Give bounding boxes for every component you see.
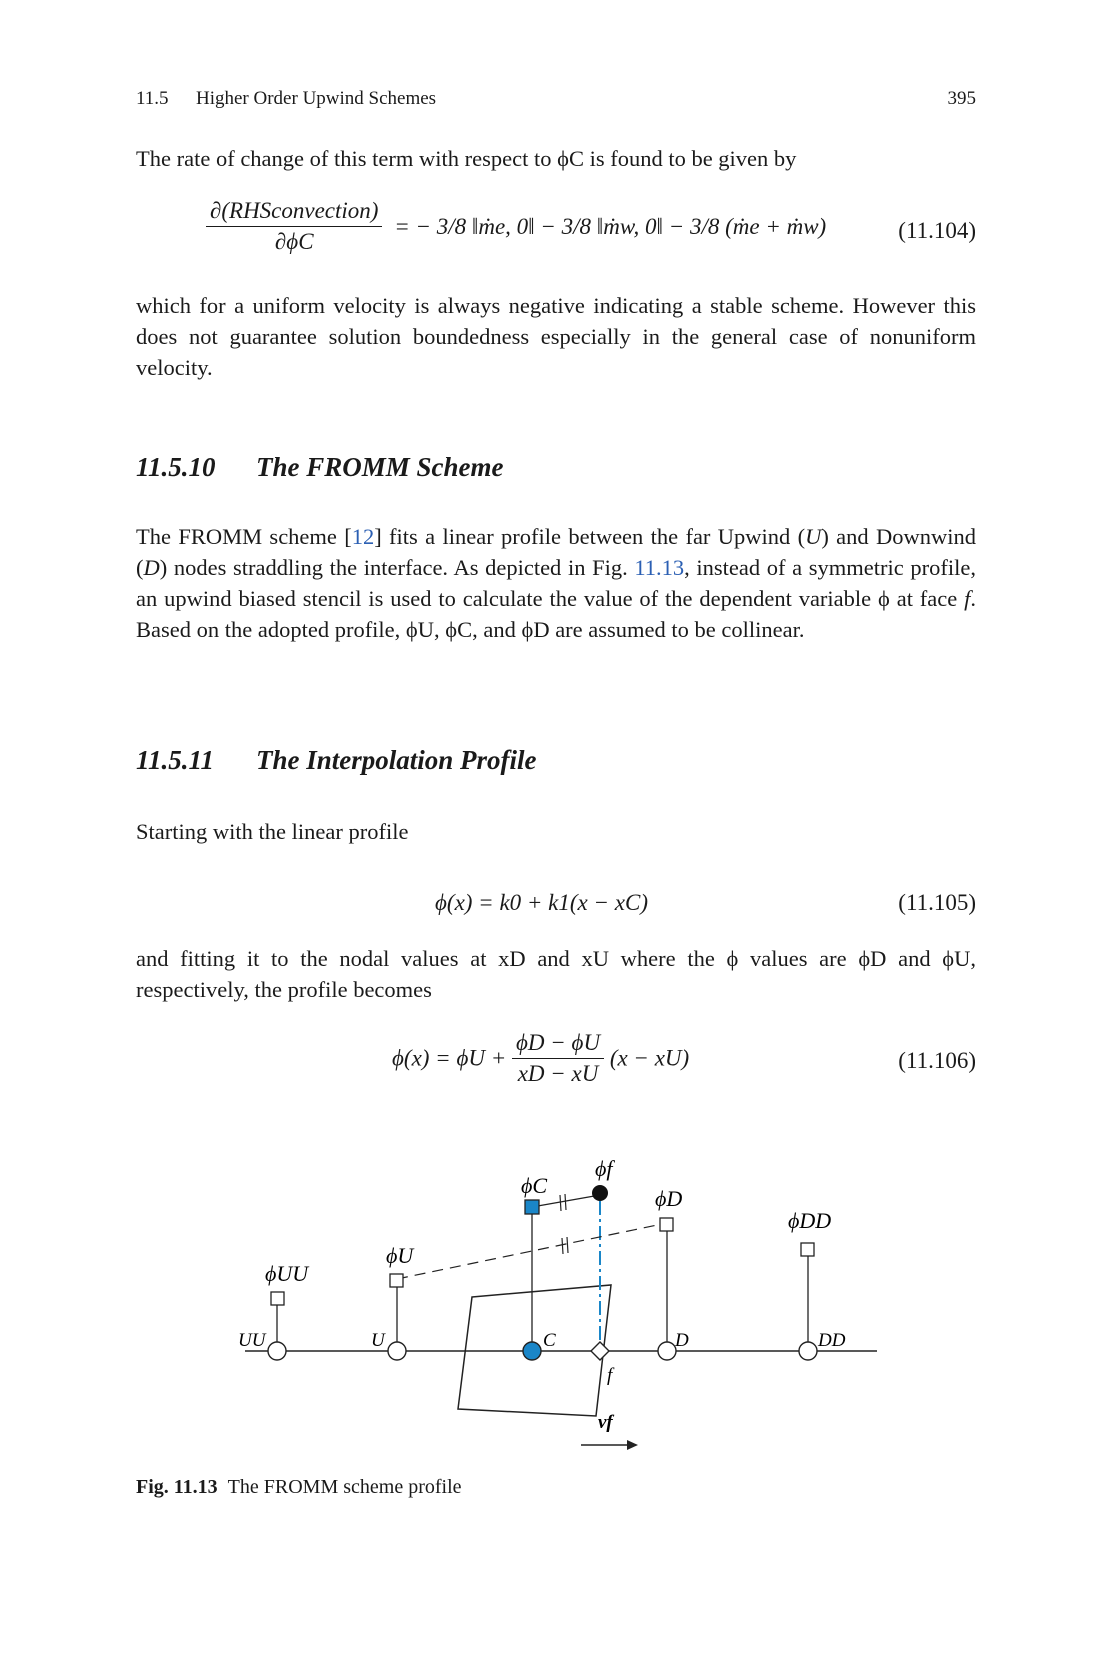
node-d (658, 1342, 676, 1360)
stability-paragraph: which for a uniform velocity is always negative indicating a stable scheme. However this does not guarantee solution boundedness especially in the general case of nonuniform velocity. (136, 293, 976, 380)
eq106-denominator: xD − xU (517, 1061, 599, 1086)
label-phi-u: ϕU (386, 1243, 414, 1268)
label-node-u: U (371, 1330, 385, 1351)
interp-fit-paragraph: and fitting it to the nodal values at xD and xU where the ϕ values are ϕD and ϕU, respectively, the profile becomes (136, 946, 976, 1002)
eq105-number: (11.105) (898, 890, 976, 915)
label-face-f: f (607, 1365, 613, 1386)
header-section-number: 11.5 (136, 88, 169, 109)
label-phi-c: ϕC (521, 1173, 548, 1198)
text-run: , instead of a symmetric profile, an upwind biased stencil is used to calculate the value of the dependent variable ϕ at face (136, 555, 976, 611)
section-title: The FROMM Scheme (256, 452, 504, 482)
label-phi-f: ϕf (595, 1156, 613, 1181)
section-number: 11.5.11 (136, 745, 215, 775)
label-phi-d: ϕD (655, 1186, 683, 1211)
caption-text: The FROMM scheme profile (227, 1476, 462, 1498)
header-title: Higher Order Upwind Schemes (196, 88, 437, 109)
eq106-numerator: ϕD − ϕU (512, 1028, 604, 1059)
velocity-arrowhead (627, 1440, 638, 1450)
eq106-lhs: ϕ(x) = ϕU + (392, 1045, 507, 1071)
label-phi-uu: ϕUU (265, 1261, 309, 1286)
eq106-tail: (x − xU) (609, 1045, 690, 1071)
text-run: ) and Downwind ( (136, 524, 976, 580)
label-node-d: D (675, 1330, 689, 1351)
section-number: 11.5.10 (136, 452, 216, 482)
caption-label: Fig. 11.13 (136, 1476, 218, 1498)
node-dd (799, 1342, 817, 1360)
eq104-lhs-numerator: ∂(RHSconvection) (206, 196, 382, 227)
text-run: ) nodes straddling the interface. As depicted in Fig. (159, 555, 635, 580)
eq106-number: (11.106) (898, 1048, 976, 1073)
node-uu (268, 1342, 286, 1360)
equal-tick-mark (560, 1195, 561, 1211)
eq105-expression: ϕ(x) = k0 + k1(x − xC) (435, 890, 648, 915)
equal-tick-mark (562, 1238, 563, 1254)
page-number: 395 (947, 88, 976, 109)
label-velocity: vf (598, 1412, 613, 1433)
phi-u-marker (390, 1274, 403, 1287)
phi-d-marker (660, 1218, 673, 1231)
label-node-dd: DD (818, 1330, 846, 1351)
equal-tick-mark (567, 1237, 568, 1253)
text-run: The FROMM scheme [ (136, 524, 352, 549)
label-node-c: C (543, 1330, 556, 1351)
eq104-lhs-denominator: ∂ϕC (274, 229, 314, 254)
phi-c-marker (525, 1200, 539, 1214)
section-title: The Interpolation Profile (256, 745, 537, 775)
eq104-number: (11.104) (898, 218, 976, 243)
text-run: ] fits a linear profile between the far Upwind ( (374, 524, 806, 549)
interp-intro: Starting with the linear profile (136, 819, 409, 844)
citation-link-12[interactable]: 12 (351, 524, 375, 549)
text-run: U (805, 524, 822, 549)
phi-dd-marker (801, 1243, 814, 1256)
node-c (523, 1342, 541, 1360)
label-node-uu: UU (238, 1330, 266, 1351)
figure-caption (136, 1476, 462, 1499)
eq104-rhs: = − 3/8 ‖ṁe, 0‖ − 3/8 ‖ṁw, 0‖ − 3/8 (ṁe + ṁw) (394, 213, 827, 239)
text-run: f (964, 586, 971, 611)
intro-paragraph: The rate of change of this term with respect to ϕC is found to be given by (136, 146, 797, 171)
label-phi-dd: ϕDD (788, 1208, 832, 1233)
node-u (388, 1342, 406, 1360)
text-run: . Based on the adopted profile, ϕU, ϕC, and ϕD are assumed to be collinear. (136, 586, 976, 642)
phi-f-marker (592, 1185, 608, 1201)
figure-link-11-13[interactable]: 11.13 (634, 555, 685, 580)
equal-tick-mark (565, 1194, 566, 1210)
text-run: D (143, 555, 160, 580)
face-f-marker (591, 1342, 609, 1360)
phi-uu-marker (271, 1292, 284, 1305)
